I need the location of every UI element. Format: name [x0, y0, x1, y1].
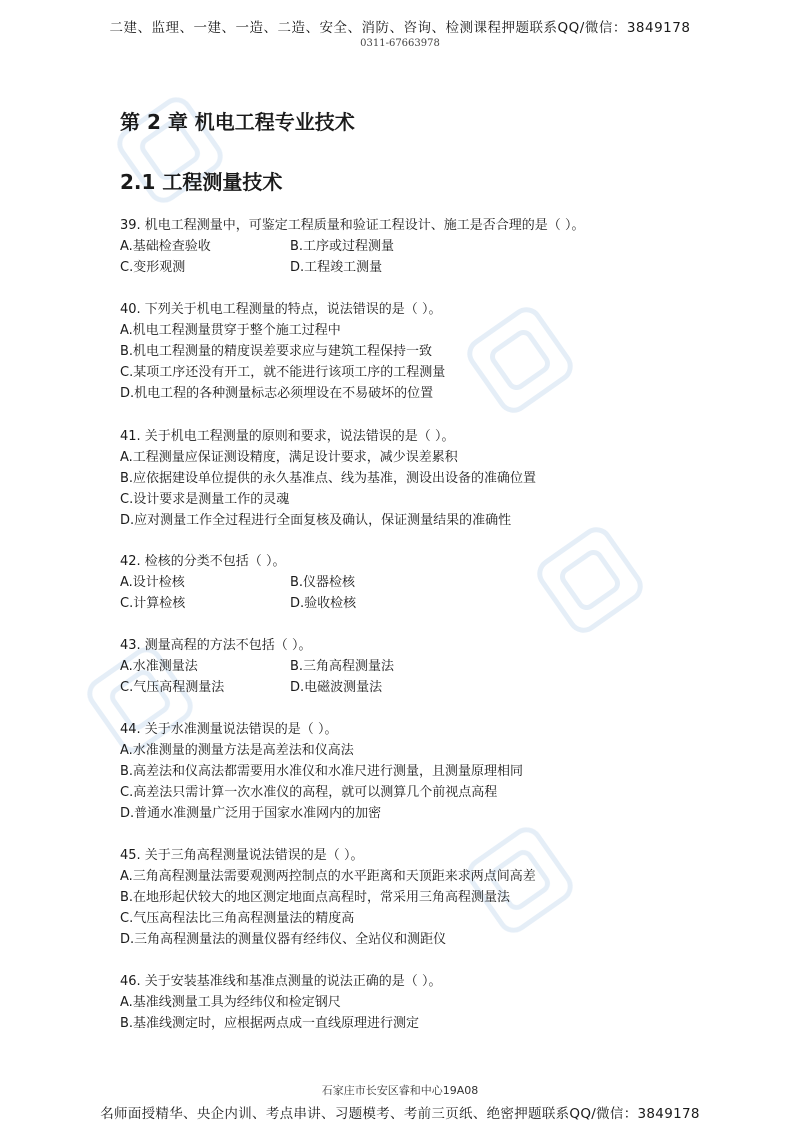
option-a: A.水准测量法: [120, 659, 198, 674]
option-b: B.三角高程测量法: [290, 659, 395, 674]
option-b: B.机电工程测量的精度误差要求应与建筑工程保持一致: [120, 344, 433, 359]
option-c: C.某项工序还没有开工，就不能进行该项工序的工程测量: [120, 365, 446, 380]
question-40: [120, 299, 700, 404]
footer-address: 石家庄市长安区睿和中心19A08: [321, 1084, 479, 1097]
question-44: [120, 719, 700, 824]
option-d: D.验收检核: [290, 596, 357, 611]
option-a: A.设计检核: [120, 575, 185, 590]
option-a: A.机电工程测量贯穿于整个施工过程中: [120, 323, 341, 338]
option-a: A.基础检查验收: [120, 239, 211, 254]
option-c: C.设计要求是测量工作的灵魂: [120, 492, 290, 507]
footer-contact-line: 名师面授精华、央企内训、考点串讲、习题模考、考前三页纸、绝密押题联系QQ/微信：3849178: [100, 1106, 700, 1122]
option-d: D.普通水准测量广泛用于国家水准网内的加密: [120, 806, 382, 821]
option-a: A.基准线测量工具为经纬仪和检定钢尺: [120, 995, 341, 1010]
question-stem: 43. 测量高程的方法不包括（ ）。: [120, 638, 312, 653]
header-contact-line: 二建、监理、一建、一造、二造、安全、消防、咨询、检测课程押题联系QQ/微信：3849178: [109, 20, 691, 36]
option-a: A.三角高程测量法需要观测两控制点的水平距离和天顶距来求两点间高差: [120, 869, 536, 884]
question-stem: 41. 关于机电工程测量的原则和要求，说法错误的是（ ）。: [120, 429, 455, 444]
option-b: B.工序或过程测量: [290, 239, 395, 254]
option-b: B.高差法和仪高法都需要用水准仪和水准尺进行测量，且测量原理相同: [120, 764, 524, 779]
chapter-title: 第 2 章 机电工程专业技术: [120, 110, 355, 134]
question-stem: 45. 关于三角高程测量说法错误的是（ ）。: [120, 848, 364, 863]
option-a: A.水准测量的测量方法是高差法和仪高法: [120, 743, 354, 758]
question-stem: 46. 关于安装基准线和基准点测量的说法正确的是（ ）。: [120, 974, 442, 989]
question-45: [120, 845, 700, 950]
option-d: D.三角高程测量法的测量仪器有经纬仪、全站仪和测距仪: [120, 932, 447, 947]
option-b: B.仪器检核: [290, 575, 356, 590]
option-d: D.应对测量工作全过程进行全面复核及确认，保证测量结果的准确性: [120, 513, 512, 528]
question-stem: 42. 检核的分类不包括（ ）。: [120, 554, 286, 569]
question-46: [120, 971, 700, 1034]
option-d: D.工程竣工测量: [290, 260, 383, 275]
question-stem: 39. 机电工程测量中，可鉴定工程质量和验证工程设计、施工是否合理的是（ ）。: [120, 218, 585, 233]
question-43: [120, 635, 700, 698]
header-phone: 0311-67663978: [360, 38, 440, 49]
option-d: D.电磁波测量法: [290, 680, 383, 695]
option-d: D.机电工程的各种测量标志必须埋设在不易破坏的位置: [120, 386, 434, 401]
question-39: [120, 215, 700, 278]
option-a: A.工程测量应保证测设精度，满足设计要求，减少误差累积: [120, 450, 458, 465]
section-title: 2.1 工程测量技术: [120, 170, 283, 194]
question-stem: 40. 下列关于机电工程测量的特点，说法错误的是（ ）。: [120, 302, 442, 317]
option-c: C.高差法只需计算一次水准仪的高程，就可以测算几个前视点高程: [120, 785, 498, 800]
option-c: C.计算检核: [120, 596, 186, 611]
option-b: B.基准线测定时，应根据两点成一直线原理进行测定: [120, 1016, 420, 1031]
question-42: [120, 551, 700, 614]
option-b: B.在地形起伏较大的地区测定地面点高程时，常采用三角高程测量法: [120, 890, 511, 905]
option-c: C.变形观测: [120, 260, 186, 275]
question-41: [120, 426, 700, 531]
question-stem: 44. 关于水准测量说法错误的是（ ）。: [120, 722, 338, 737]
option-c: C.气压高程法比三角高程测量法的精度高: [120, 911, 355, 926]
option-b: B.应依据建设单位提供的永久基准点、线为基准，测设出设备的准确位置: [120, 471, 537, 486]
option-c: C.气压高程测量法: [120, 680, 225, 695]
